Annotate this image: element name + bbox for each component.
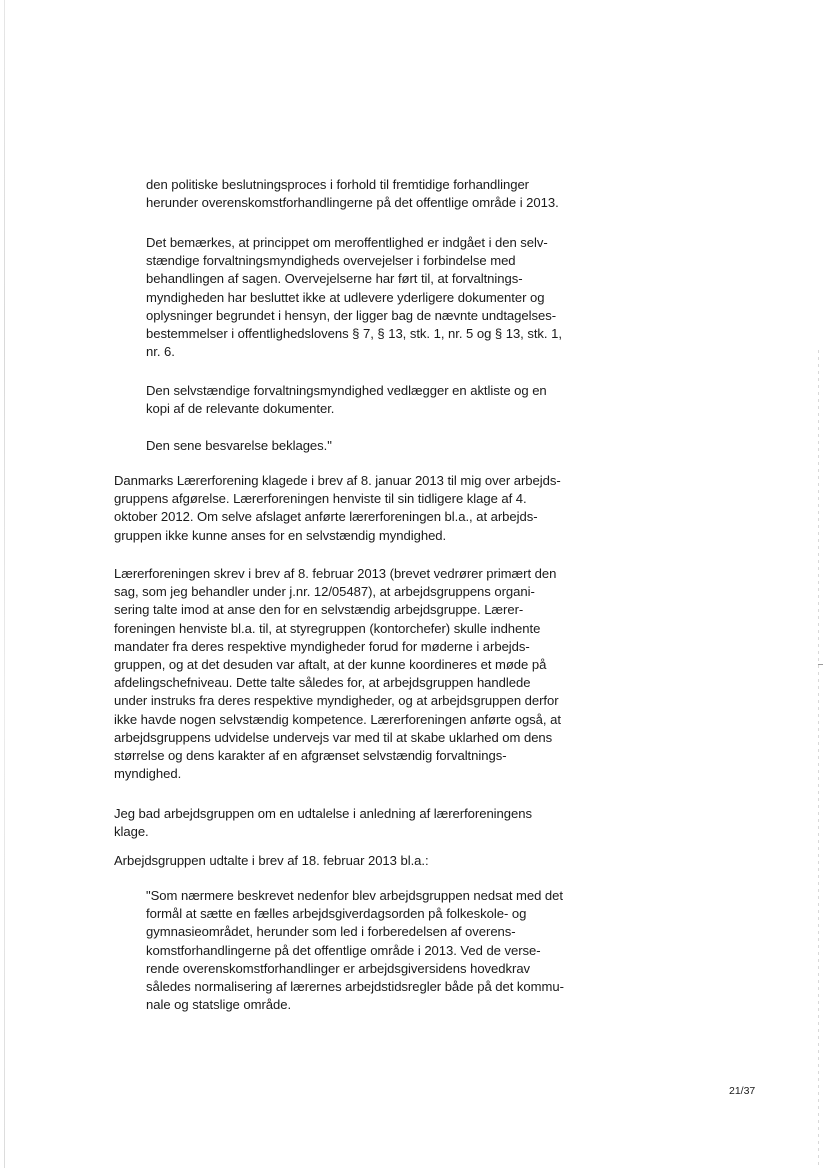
text-line: arbejdsgruppens udvidelse undervejs var med til at skabe uklarhed om dens [114,729,553,745]
scan-edge-left [4,0,5,1168]
paragraph-quote-nedenfor [146,887,586,1014]
text-line: klage. [114,824,149,840]
text-line: Det bemærkes, at princippet om meroffentlighed er indgået i den selv- [146,235,548,250]
scan-edge-right [818,350,819,1168]
text-line: Den selvstændige forvaltningsmyndighed vedlægger en aktliste og en [146,383,547,398]
paragraph-brev-8-februar [114,565,584,783]
text-line: gruppens afgørelse. Lærerforeningen henviste til sin tidligere klage af 4. [114,491,527,507]
paragraph-18-februar [114,852,584,870]
text-line: Danmarks Lærerforening klagede i brev af 8. januar 2013 til mig over arbejds- [114,473,561,488]
text-line: formål at sætte en fælles arbejdsgiverdagsorden på folkeskole- og [146,906,527,922]
text-line: således normalisering af lærernes arbejdstidsregler både på det kommu- [146,979,564,995]
text-line: bestemmelser i offentlighedslovens § 7, § 13, stk. 1, nr. 5 og § 13, stk. 1, [146,326,562,342]
text-line: gymnasieområdet, herunder som led i forberedelsen af overens- [146,924,516,940]
text-line: sag, som jeg behandler under j.nr. 12/05487), at arbejdsgruppens organi- [114,584,535,600]
text-line: behandlingen af sagen. Overvejelserne har ført til, at forvaltnings- [146,271,523,287]
text-line: herunder overenskomstforhandlingerne på det offentlige område i 2013. [146,195,559,211]
text-line: komstforhandlingerne på det offentlige område i 2013. Ved de verse- [146,942,541,958]
text-line: størrelse og dens karakter af en afgrænset selvstændig forvaltnings- [114,748,507,764]
paragraph-quote-aktliste [146,382,586,418]
text-line: under instruks fra deres respektive myndigheder, og at arbejdsgruppen derfor [114,693,559,709]
text-line: nr. 6. [146,344,175,360]
text-line: oktober 2012. Om selve afslaget anførte lærerforeningen bl.a., at arbejds- [114,509,538,525]
text-line: myndighed. [114,766,182,782]
scan-margin-mark [818,664,823,665]
text-line: gruppen ikke kunne anses for en selvstændig myndighed. [114,527,447,543]
text-line: Den sene besvarelse beklages." [146,438,332,453]
text-line: myndigheden har besluttet ikke at udlevere yderligere dokumenter og [146,289,545,305]
text-line: den politiske beslutningsproces i forhold til fremtidige forhandlinger [146,177,529,192]
text-line: rende overenskomstforhandlinger er arbejdsgiversidens hovedkrav [146,960,531,976]
paragraph-quote-meroffentlighed [146,234,586,361]
paragraph-quote-besvarelse [146,437,586,455]
text-line: stændige forvaltningsmyndigheds overvejelser i forbindelse med [146,253,516,269]
text-line: Lærerforeningen skrev i brev af 8. februar 2013 (brevet vedrører primært den [114,566,557,581]
text-line: oplysninger begrundet i hensyn, der ligger bag de nævnte undtagelses- [146,307,557,323]
text-line: foreningen henviste bl.a. til, at styregruppen (kontorchefer) skulle indhente [114,620,541,636]
text-line: Jeg bad arbejdsgruppen om en udtalelse i anledning af lærerforeningens [114,806,532,821]
text-line: afdelingschefniveau. Dette talte således for, at arbejdsgruppen handlede [114,675,531,691]
paragraph-quote-politiske [146,176,586,212]
text-line: mandater fra deres respektive myndigheder forud for møderne i arbejds- [114,638,530,654]
paragraph-klage-8-januar [114,472,584,545]
text-line: ikke havde nogen selvstændig kompetence. Lærerforeningen anførte også, at [114,711,561,727]
text-line: kopi af de relevante dokumenter. [146,401,335,417]
text-line: Arbejdsgruppen udtalte i brev af 18. februar 2013 bl.a.: [114,853,429,868]
text-line: nale og statslige område. [146,997,292,1013]
page-number: 21/37 [729,1085,756,1097]
text-line: "Som nærmere beskrevet nedenfor blev arbejdsgruppen nedsat med det [146,888,563,903]
text-line: sering talte imod at anse den for en selvstændig arbejdsgruppe. Lærer- [114,602,524,618]
text-line: gruppen, og at det desuden var aftalt, at der kunne koordineres et møde på [114,657,547,673]
paragraph-udtalelse [114,805,584,841]
